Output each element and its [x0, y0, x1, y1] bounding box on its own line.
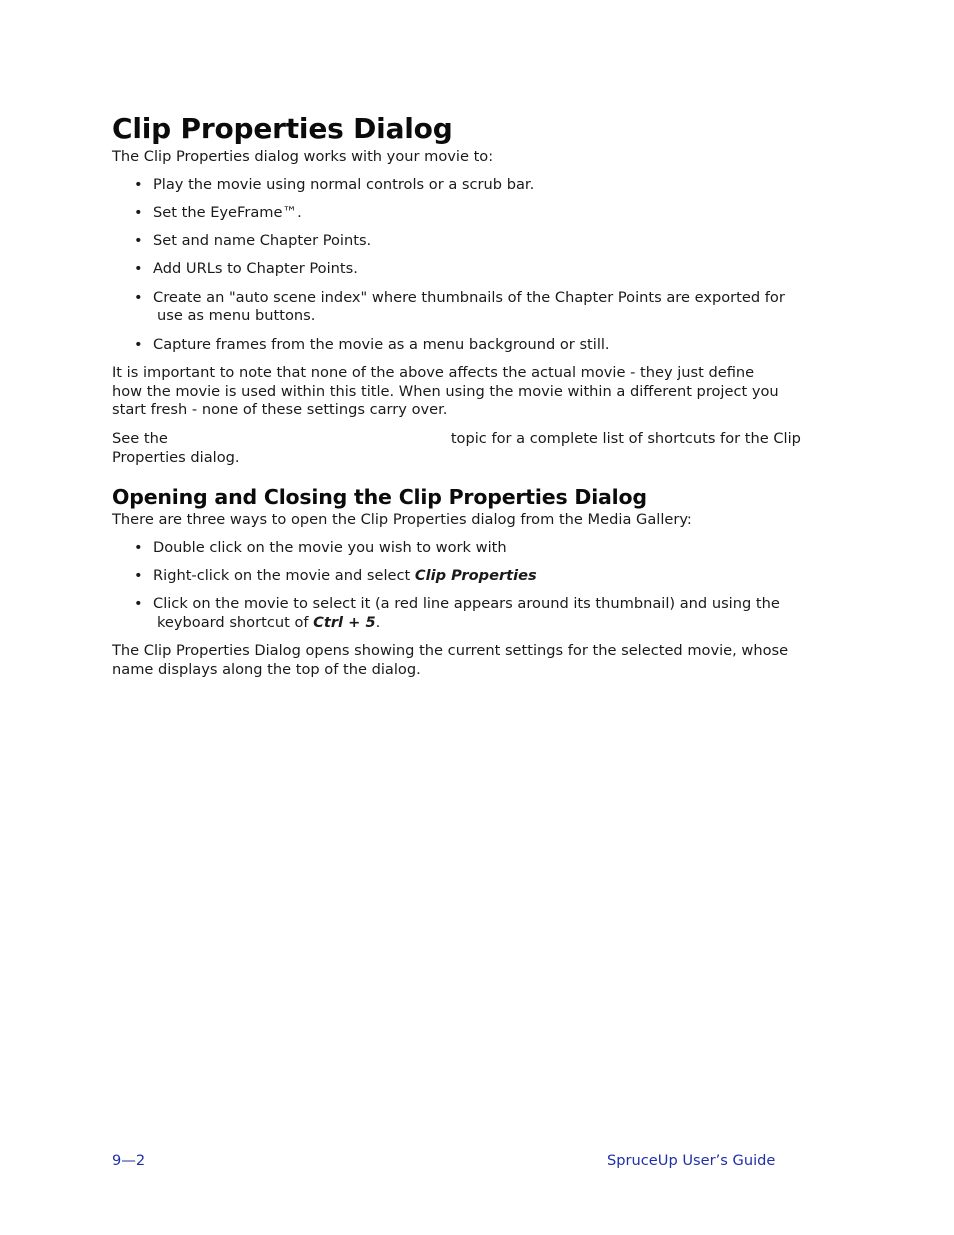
- list-item-text-continued: use as menu buttons.: [157, 307, 316, 325]
- list-item: [112, 567, 842, 586]
- list-item-text: Set and name Chapter Points.: [153, 232, 372, 250]
- list-item-text-continued: [153, 614, 842, 633]
- section-heading: Opening and Closing the Clip Properties Dialog: [112, 484, 647, 509]
- list-item-text: Add URLs to Chapter Points.: [153, 260, 358, 278]
- guide-title: SpruceUp User’s Guide: [607, 1152, 776, 1169]
- page-title: Clip Properties Dialog: [112, 112, 453, 145]
- list-item-text: Right-click on the movie and select: [153, 566, 415, 584]
- bullet-icon: •: [134, 566, 143, 584]
- list-item: [112, 176, 842, 195]
- bullet-icon: •: [134, 232, 143, 250]
- bullet-icon: •: [134, 335, 143, 353]
- bullet-icon: •: [134, 288, 143, 306]
- note-line: start fresh - none of these settings carry over.: [112, 401, 448, 419]
- list-item-text: Capture frames from the movie as a menu background or still.: [153, 335, 610, 353]
- bullet-icon: •: [134, 260, 143, 278]
- intro-text: The Clip Properties dialog works with your movie to:: [112, 148, 494, 165]
- see-also-line2: Properties dialog.: [112, 448, 240, 466]
- see-also-paragraph: [112, 430, 842, 468]
- list-item: [112, 336, 842, 355]
- closing-line: The Clip Properties Dialog opens showing the current settings for the selected movie, whose: [112, 641, 789, 659]
- page-content: [112, 110, 842, 679]
- list-item: [112, 204, 842, 223]
- list-item: [112, 595, 842, 633]
- list-item-text: Play the movie using normal controls or a scrub bar.: [153, 175, 535, 193]
- closing-line: name displays along the top of the dialog.: [112, 660, 421, 678]
- bullet-icon: •: [134, 175, 143, 193]
- list-item: [112, 260, 842, 279]
- closing-paragraph: [112, 642, 842, 680]
- list-item-text: Set the EyeFrame™.: [153, 203, 302, 221]
- note-line: It is important to note that none of the above affects the actual movie - they just define: [112, 363, 755, 381]
- clip-properties-menu-label: Clip Properties: [414, 566, 537, 584]
- list-item-text: Click on the movie to select it (a red line appears around its thumbnail) and using the: [153, 594, 780, 612]
- bullet-icon: •: [134, 594, 143, 612]
- note-line: how the movie is used within this title. When using the movie within a different project you: [112, 382, 779, 400]
- open-methods-list: [112, 539, 842, 633]
- keyboard-shortcut: Ctrl + 5: [313, 613, 376, 631]
- shortcut-end: .: [375, 613, 381, 631]
- see-also-prefix: See the: [112, 430, 168, 448]
- note-paragraph: [112, 364, 842, 420]
- shortcut-prefix: keyboard shortcut of: [157, 613, 314, 631]
- see-also-suffix: topic for a complete list of shortcuts for the Clip: [450, 430, 801, 448]
- page-number: 9—2: [112, 1152, 146, 1169]
- list-item: [112, 539, 842, 558]
- list-item: [112, 232, 842, 251]
- section-intro: There are three ways to open the Clip Properties dialog from the Media Gallery:: [112, 510, 692, 528]
- list-item-text: Double click on the movie you wish to work with: [153, 538, 507, 556]
- feature-list: [112, 176, 842, 355]
- bullet-icon: •: [134, 538, 143, 556]
- list-item-text: Create an "auto scene index" where thumbnails of the Chapter Points are exported for: [153, 288, 785, 306]
- list-item: [112, 289, 842, 327]
- bullet-icon: •: [134, 203, 143, 221]
